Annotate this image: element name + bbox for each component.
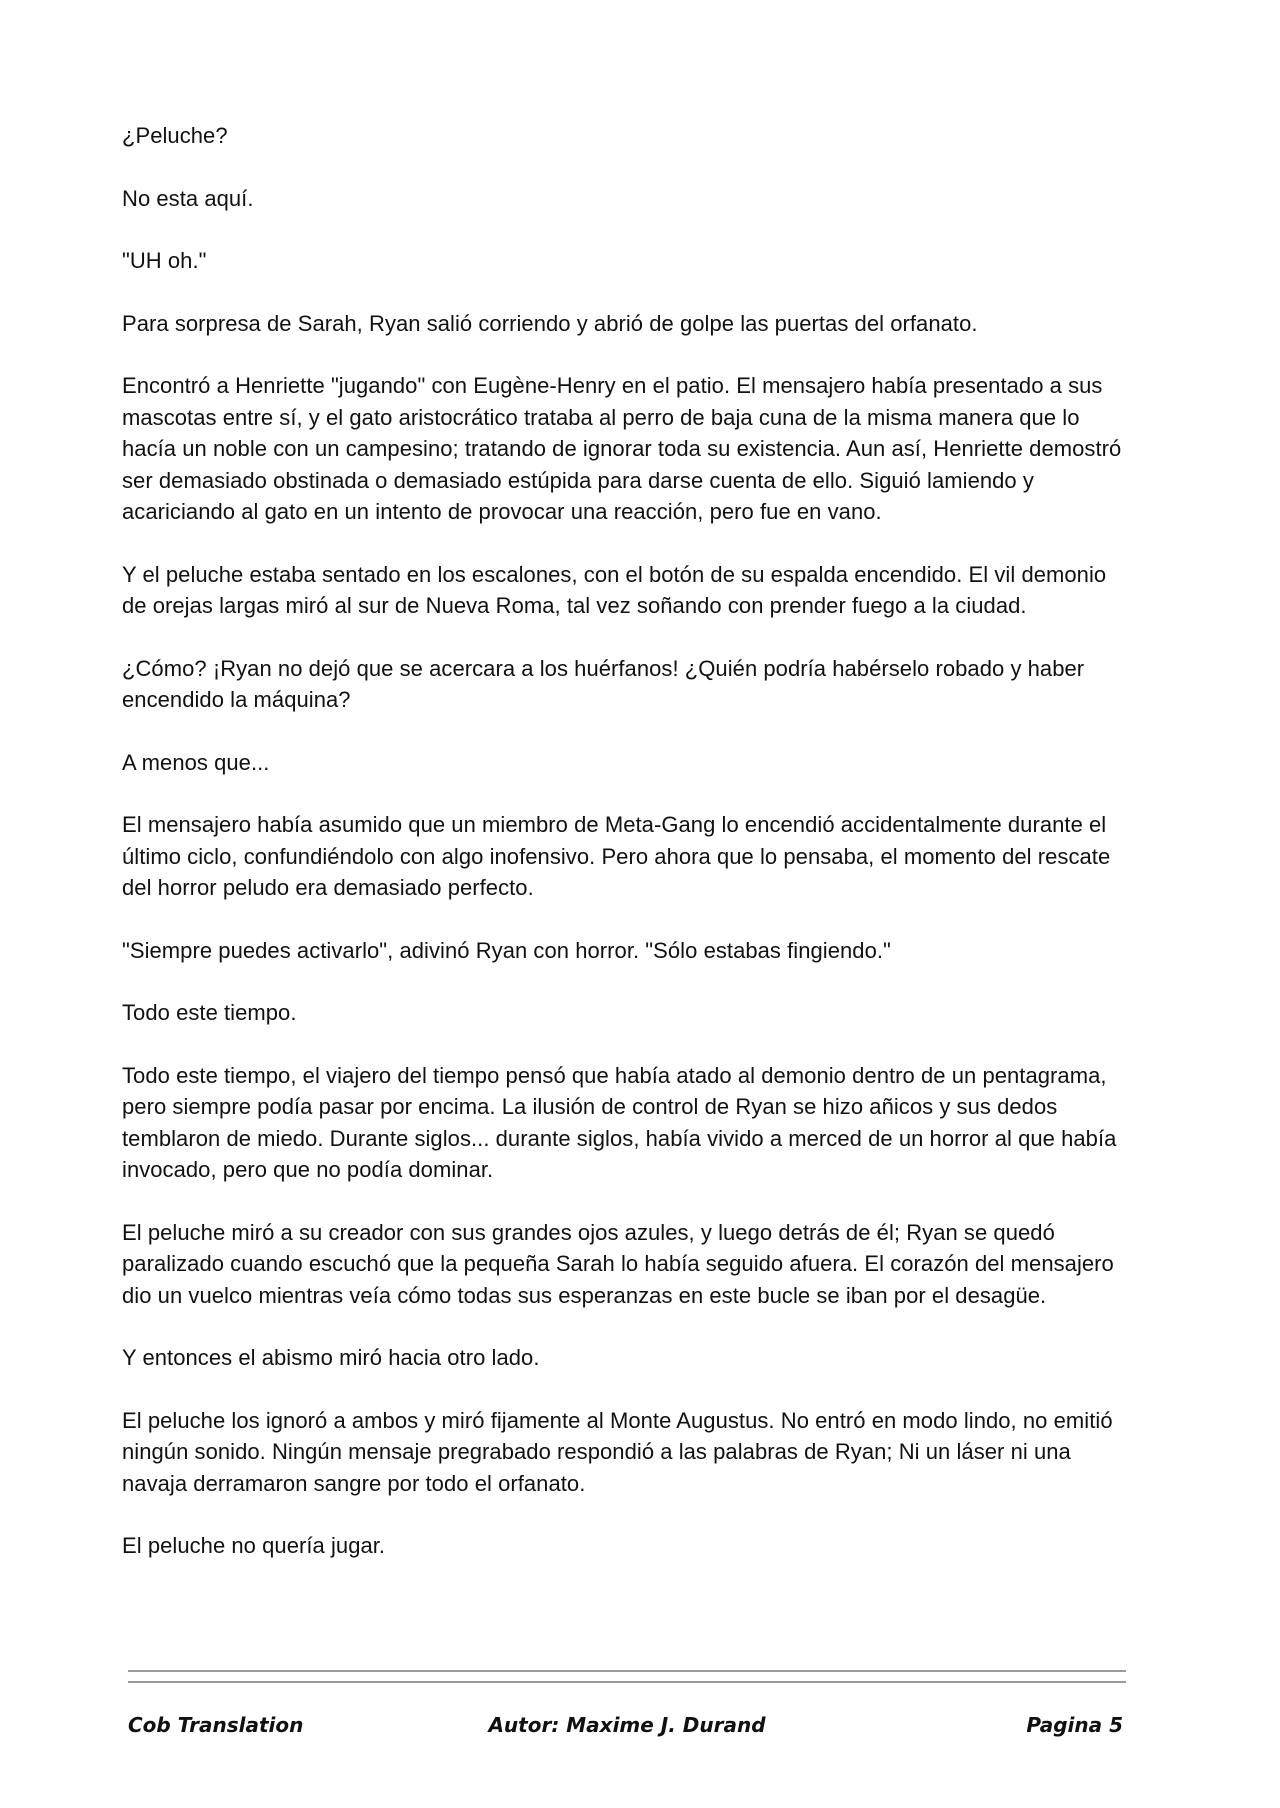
paragraph: A menos que...	[122, 749, 270, 775]
paragraph: El mensajero había asumido que un miembro de Meta-Gang lo encendió accidentalmente durante el último ciclo, confundiéndolo con algo inofensivo. Pero ahora que lo pensaba, el momento del rescate del horror peludo era demasiado perfecto.	[122, 812, 1111, 900]
page-footer	[128, 1713, 1126, 1745]
paragraph: Y el peluche estaba sentado en los escalones, con el botón de su espalda encendido. El vil demonio de orejas largas miró al sur de Nueva Roma, tal vez soñando con prender fuego a la ciudad.	[122, 561, 1107, 618]
footer-divider-top	[128, 1670, 1126, 1672]
paragraph: ¿Peluche?	[122, 123, 228, 148]
paragraph: Y entonces el abismo miró hacia otro lado.	[122, 1345, 540, 1370]
paragraph: Todo este tiempo.	[122, 1000, 297, 1025]
paragraph: El peluche no quería jugar.	[122, 1533, 386, 1558]
paragraph: El peluche los ignoró a ambos y miró fijamente al Monte Augustus. No entró en modo lindo, no emitió ningún sonido. Ningún mensaje pregrabado respondió a las palabras de Ryan; Ni un láser ni una navaja derramaron sangre por todo el orfanato.	[122, 1407, 1113, 1496]
footer-page-number: Pagina 5	[1026, 1713, 1123, 1737]
footer-translator: Cob Translation	[128, 1713, 304, 1737]
paragraph: No esta aquí.	[122, 185, 254, 211]
paragraph: "UH oh."	[122, 248, 207, 273]
paragraph: "Siempre puedes activarlo", adivinó Ryan con horror. "Sólo estabas fingiendo."	[122, 937, 891, 963]
paragraph: ¿Cómo? ¡Ryan no dejó que se acercara a los huérfanos! ¿Quién podría habérselo robado y haber encendido la máquina?	[122, 655, 1085, 712]
paragraph: Para sorpresa de Sarah, Ryan salió corriendo y abrió de golpe las puertas del orfanato.	[122, 310, 978, 336]
paragraph: Todo este tiempo, el viajero del tiempo pensó que había atado al demonio dentro de un pentagrama, pero siempre podía pasar por encima. La ilusión de control de Ryan se hizo añicos y sus dedos temblaron de miedo. Durante siglos... durante siglos, había vivido a merced de un horror al que había invocado, pero que no podía dominar.	[122, 1062, 1117, 1182]
paragraph: El peluche miró a su creador con sus grandes ojos azules, y luego detrás de él; Ryan se quedó paralizado cuando escuchó que la pequeña Sarah lo había seguido afuera. El corazón del mensajero dio un vuelco mientras veía cómo todas sus esperanzas en este bucle se iban por el desagüe.	[122, 1219, 1114, 1308]
footer-author: Autor: Maxime J. Durand	[488, 1713, 766, 1737]
paragraph: Encontró a Henriette "jugando" con Eugène-Henry en el patio. El mensajero había presentado a sus mascotas entre sí, y el gato aristocrático trataba al perro de baja cuna de la misma manera que lo hacía un noble con un campesino; tratando de ignorar toda su existencia. Aun así, Henriette demostró ser demasiado obstinada o demasiado estúpida para darse cuenta de ello. Siguió lamiendo y acariciando al gato en un intento de provocar una reacción, pero fue en vano.	[122, 373, 1122, 524]
body-text	[122, 120, 1134, 1593]
footer-divider-bottom	[128, 1681, 1126, 1683]
